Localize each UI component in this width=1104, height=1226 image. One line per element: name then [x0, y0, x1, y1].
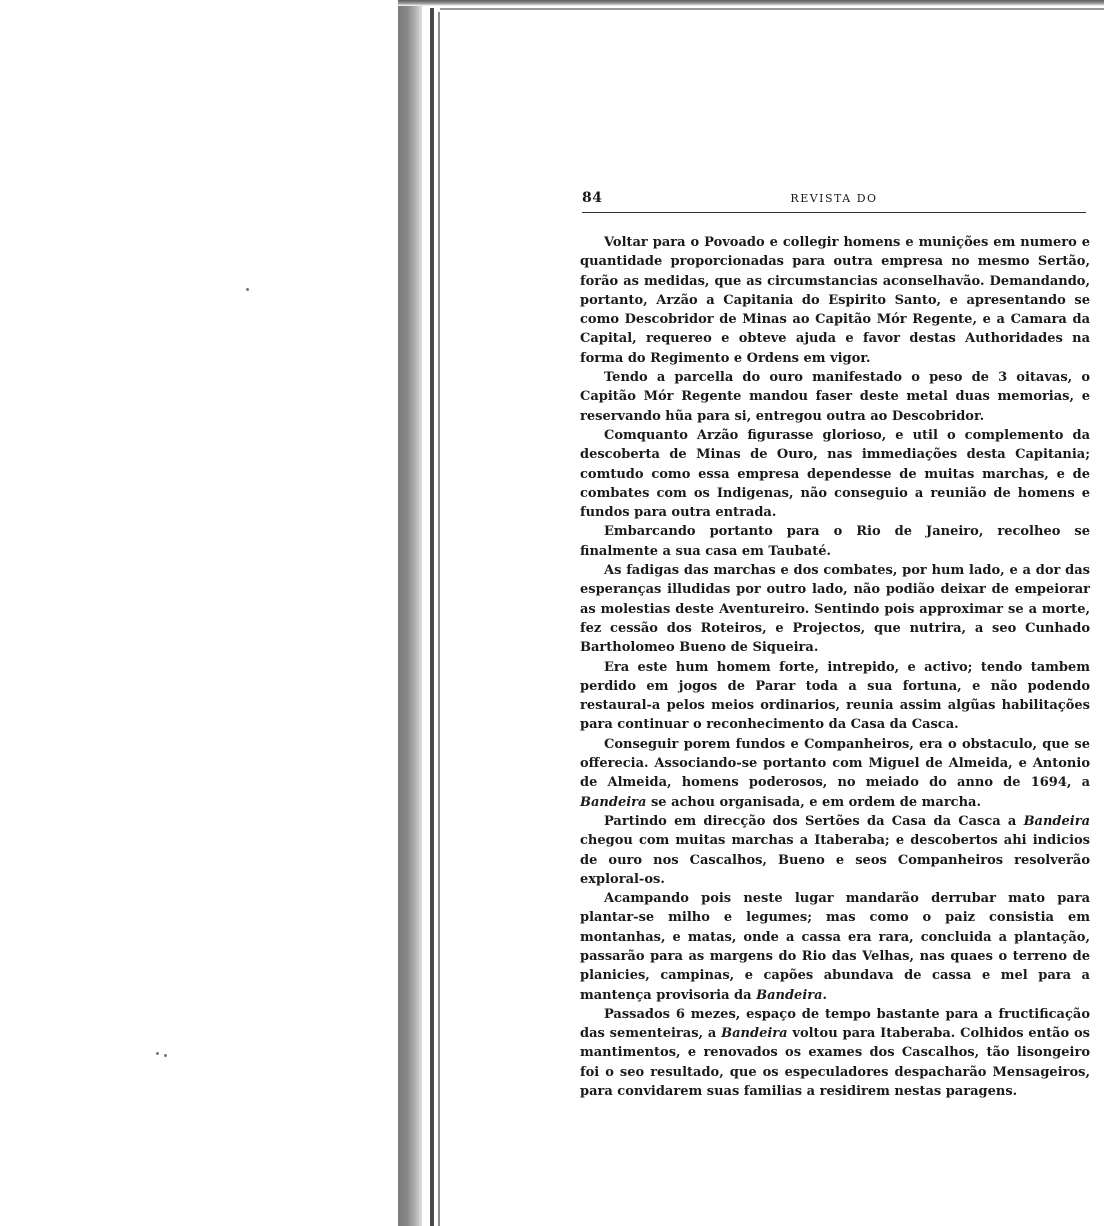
paragraph: Comquanto Arzão figurasse glorioso, e util o complemento da descoberta de Minas de Ouro, nas immediações desta Capitania; comtudo como essa empresa dependesse de muitas marchas, e de combates com os Indigenas, não conseguio a reunião de homens e fundos para outra entrada. [580, 427, 1090, 521]
paragraph: Passados 6 mezes, espaço de tempo bastante para a fructificação das sementeiras, a Bandeira voltou para Itaberaba. Colhidos então os mantimentos, e renovados os exames dos Cascalhos, tão lisongeiro foi o seo resultado, que os especuladores despacharão Mensageiros, para convidarem suas familias a residirem nestas paragens. [580, 1006, 1090, 1100]
paragraph: Tendo a parcella do ouro manifestado o peso de 3 oitavas, o Capitão Mór Regente mandou faser deste metal duas memorias, e reservando hũa para si, entregou outra ao Descobridor. [580, 370, 1090, 424]
paragraph: Partindo em direcção dos Sertões da Casa da Casca a Bandeira chegou com muitas marchas a Itaberaba; e descobertos ahi indicios de ouro nos Cascalhos, Bueno e seos Companheiros resolverão exploral-os. [580, 813, 1090, 887]
scan-speck [246, 288, 249, 291]
page-edge-line-inner [438, 12, 440, 1226]
book-gutter-shadow [398, 0, 422, 1226]
scan-speck [164, 1054, 167, 1057]
body-text [580, 233, 1090, 1101]
running-head: REVISTA DO [790, 192, 878, 205]
top-page-edge-inner [440, 8, 1104, 10]
paragraph: Era este hum homem forte, intrepido, e activo; tendo tambem perdido em jogos de Parar toda a sua fortuna, e não podendo restaural-a pelos meios ordinarios, reunia assim algũas habilitações para continuar o reconhecimento da Casa da Casca. [580, 659, 1090, 733]
paragraph: Conseguir porem fundos e Companheiros, era o obstaculo, que se offerecia. Associando-se portanto com Miguel de Almeida, e Antonio de Almeida, homens poderosos, no meiado do anno de 1694, a Bandeira se achou organisada, e em ordem de marcha. [580, 736, 1090, 810]
scan-speck [156, 1052, 159, 1055]
paragraph: As fadigas das marchas e dos combates, por hum lado, e a dor das esperanças illudidas por outro lado, não podião deixar de empeiorar as molestias deste Aventureiro. Sentindo pois approximar se a morte, fez cessão dos Roteiros, e Projectos, que nutrira, a seo Cunhado Bartholomeo Bueno de Siqueira. [580, 563, 1090, 656]
top-page-edge [398, 0, 1104, 6]
page-edge-line [430, 8, 434, 1226]
paragraph: Acampando pois neste lugar mandarão derrubar mato para plantar-se milho e legumes; mas como o paiz consistia em montanhas, e matas, onde a cassa era rara, concluida a plantação, passarão para as margens do Rio das Velhas, nas quaes o terreno de planicies, campinas, e capões abundava de cassa e mel para a mantença provisoria da Bandeira. [580, 891, 1090, 1003]
paragraph: Embarcando portanto para o Rio de Janeiro, recolheo se finalmente a sua casa em Taubaté. [580, 524, 1090, 559]
page-header [582, 190, 1086, 213]
page-number: 84 [582, 190, 603, 206]
paragraph: Voltar para o Povoado e collegir homens e munições em numero e quantidade proporcionadas para outra empresa no mesmo Sertão, forão as medidas, que as circumstancias aconselhavão. Demandando, portanto, Arzão a Capitania do Espirito Santo, e apresentando se como Descobridor de Minas ao Capitão Mór Regente, e a Camara da Capital, requereo e obteve ajuda e favor destas Authoridades na forma do Regimento e Ordens em vigor. [580, 235, 1090, 366]
facing-page-margin [0, 0, 398, 1226]
